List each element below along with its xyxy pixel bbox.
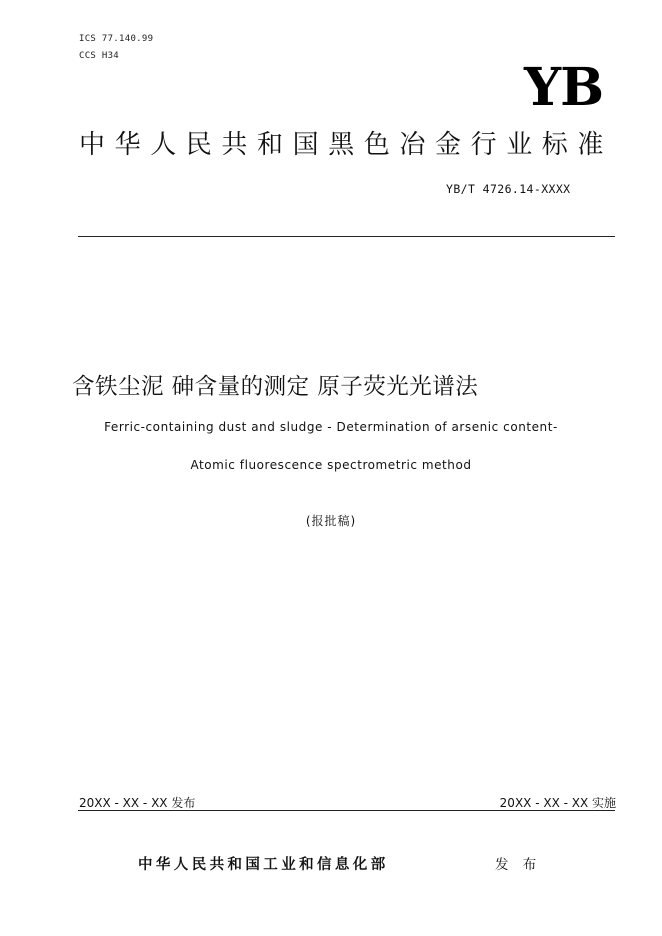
issue-date: 20XX - XX - XX 发布 [79,796,196,810]
document-title-en-line2: Atomic fluorescence spectrometric method [190,458,472,472]
yb-logo: YB [524,57,604,118]
publish-label: 发 布 [495,857,542,873]
standard-category-name: 中华人民共和国黑色冶金行业标准 [79,130,614,160]
ccs-code: CCS H34 [79,51,120,61]
implementation-date: 20XX - XX - XX 实施 [499,796,616,810]
bottom-divider [78,810,615,811]
document-title-en-line1: Ferric-containing dust and sludge - Determination of arsenic content- [104,420,558,434]
standard-number: YB/T 4726.14-XXXX [446,182,571,196]
ics-code: ICS 77.140.99 [79,34,154,44]
draft-status: (报批稿) [305,514,357,528]
issuing-authority: 中华人民共和国工业和信息化部 [138,857,389,873]
document-title-cn: 含铁尘泥 砷含量的测定 原子荧光光谱法 [72,374,479,400]
top-divider [78,236,615,237]
